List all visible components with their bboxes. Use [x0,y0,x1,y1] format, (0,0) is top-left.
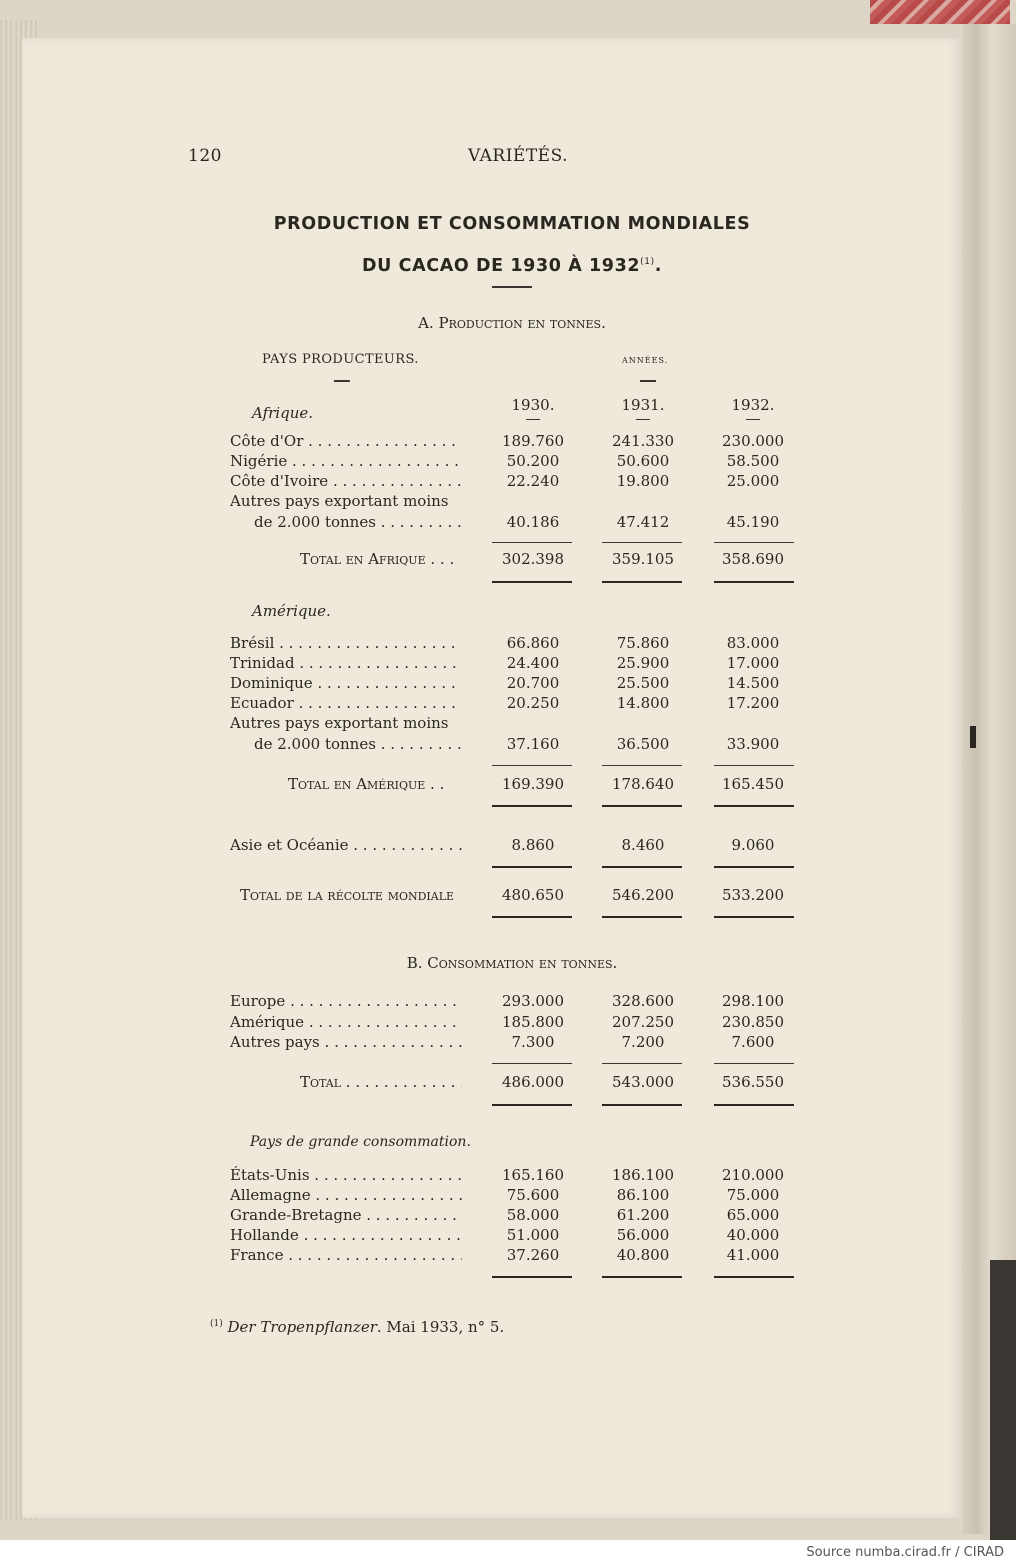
total-rule [602,866,682,868]
consommation-total-cell: 486.000 [501,1073,565,1091]
consommation-total-label: Total . . . [300,1073,462,1091]
table-cell: 17.200 [726,694,780,712]
table-cell: 25.000 [726,472,780,490]
gutter-shadow [990,1260,1016,1540]
table-cell: 207.250 [611,1013,675,1031]
table-row-label: Nigérie . . . [230,452,462,470]
table-row-label: Trinidad . . . [230,654,462,672]
table-cell: 33.900 [726,735,780,753]
table-row-label: Ecuador . . . [230,694,462,712]
total-rule [714,1104,794,1106]
total-rule [492,866,572,868]
table-cell: 37.260 [506,1246,560,1264]
page-tab [970,726,976,748]
years-header: ANNÉES. [622,356,669,365]
total-rule [602,1276,682,1278]
table-cell: 298.100 [721,992,785,1010]
title-footnote-marker: (1) [640,257,655,268]
subtotal-rule [602,1063,682,1064]
world-total-cell: 546.200 [611,886,675,904]
year-dash-1931 [636,419,650,420]
producers-dash [334,380,350,382]
amerique-total-cell: 178.640 [611,775,675,793]
table-cell: 7.600 [731,1033,775,1051]
total-rule [714,805,794,807]
table-cell: 7.200 [621,1033,665,1051]
source-credit: Source numba.cirad.fr / CIRAD [806,1545,1004,1560]
running-head: VARIÉTÉS. [468,146,569,166]
asie-label: Asie et Océanie . . . [230,836,462,854]
afrique-total-label: Total en Afrique . . . [300,550,455,568]
footnote-source: Der Tropenpflanzer [227,1318,377,1336]
page-number: 120 [188,146,222,166]
table-cell: 293.000 [501,992,565,1010]
table-cell: 25.500 [616,674,670,692]
total-rule [714,866,794,868]
asie-cell: 8.860 [511,836,555,854]
footnote [210,1318,504,1336]
subtotal-rule [602,765,682,766]
total-rule [492,1104,572,1106]
table-row-label: Côte d'Or . . . [230,432,462,450]
table-cell: 47.412 [616,513,670,531]
subtotal-rule [492,765,572,766]
table-row-label: États-Unis . . . [230,1166,462,1184]
grande-heading: Pays de grande consommation. [250,1134,471,1150]
bookmark-ribbon [870,0,1010,24]
total-rule [714,581,794,583]
total-rule [714,916,794,918]
subtotal-rule [714,1063,794,1064]
subtotal-rule [714,542,794,543]
amerique-total-cell: 169.390 [501,775,565,793]
total-rule [602,1104,682,1106]
table-cell: 230.000 [721,432,785,450]
footnote-marker: (1) [210,1319,223,1329]
title-line-2-text: DU CACAO DE 1930 À 1932 [362,256,641,276]
year-1932: 1932. [731,396,775,414]
table-cell: 20.250 [506,694,560,712]
table-cell: 65.000 [726,1206,780,1224]
table-cell: 45.190 [726,513,780,531]
section-a-heading: A. Production en tonnes. [418,314,606,332]
afrique-heading: Afrique. [252,404,313,422]
year-dash-1930 [526,419,540,420]
table-cell: 14.800 [616,694,670,712]
table-cell: 75.600 [506,1186,560,1204]
table-cell: 50.600 [616,452,670,470]
total-rule [714,1276,794,1278]
world-total-label: Total de la récolte mondiale [240,886,455,904]
table-cell: 40.000 [726,1226,780,1244]
table-cell: 56.000 [616,1226,670,1244]
subtotal-rule [492,1063,572,1064]
total-rule [492,805,572,807]
table-cell: 40.186 [506,513,560,531]
footnote-rest: . Mai 1933, n° 5. [376,1318,505,1336]
year-1931: 1931. [621,396,665,414]
table-cell: 20.700 [506,674,560,692]
table-cell: 50.200 [506,452,560,470]
table-cell: 75.860 [616,634,670,652]
table-cell: 210.000 [721,1166,785,1184]
total-rule [602,581,682,583]
total-rule [602,805,682,807]
table-cell: 241.330 [611,432,675,450]
afrique-total-cell: 358.690 [721,550,785,568]
table-cell: 185.800 [501,1013,565,1031]
consommation-total-cell: 543.000 [611,1073,675,1091]
table-row-label: Autres pays exportant moins [230,714,449,732]
table-cell: 37.160 [506,735,560,753]
table-row-label: de 2.000 tonnes . . . [254,735,462,753]
total-rule [602,916,682,918]
table-row-label: Hollande . . . [230,1226,462,1244]
section-b-heading: B. Consommation en tonnes. [406,954,618,972]
table-cell: 25.900 [616,654,670,672]
table-cell: 66.860 [506,634,560,652]
table-cell: 230.850 [721,1013,785,1031]
table-cell: 17.000 [726,654,780,672]
years-dash [640,380,656,382]
world-total-cell: 533.200 [721,886,785,904]
table-cell: 189.760 [501,432,565,450]
table-cell: 40.800 [616,1246,670,1264]
afrique-total-cell: 359.105 [611,550,675,568]
asie-cell: 8.460 [621,836,665,854]
table-row-label: Brésil . . . [230,634,462,652]
table-cell: 7.300 [511,1033,555,1051]
year-1930: 1930. [511,396,555,414]
table-row-label: Europe . . . [230,992,462,1010]
subtotal-rule [714,765,794,766]
table-row-label: Allemagne . . . [230,1186,462,1204]
table-row-label: France . . . [230,1246,462,1264]
afrique-total-cell: 302.398 [501,550,565,568]
table-row-label: Dominique . . . [230,674,462,692]
total-rule [492,581,572,583]
amerique-total-label: Total en Amérique . . [288,775,445,793]
table-cell: 51.000 [506,1226,560,1244]
table-row-label: Autres pays . . . [230,1033,462,1051]
table-row-label: Côte d'Ivoire . . . [230,472,462,490]
table-row-label: Amérique . . . [230,1013,462,1031]
total-rule [492,916,572,918]
table-cell: 58.500 [726,452,780,470]
subtotal-rule [602,542,682,543]
table-cell: 186.100 [611,1166,675,1184]
title-divider [492,286,532,288]
table-cell: 14.500 [726,674,780,692]
total-rule [492,1276,572,1278]
table-row-label: Autres pays exportant moins [230,492,449,510]
subtotal-rule [492,542,572,543]
asie-cell: 9.060 [731,836,775,854]
table-cell: 61.200 [616,1206,670,1224]
table-cell: 24.400 [506,654,560,672]
table-row-label: Grande-Bretagne . . . [230,1206,462,1224]
year-dash-1932 [746,419,760,420]
table-cell: 41.000 [726,1246,780,1264]
table-cell: 83.000 [726,634,780,652]
world-total-cell: 480.650 [501,886,565,904]
table-cell: 22.240 [506,472,560,490]
amerique-heading: Amérique. [252,602,331,620]
consommation-total-cell: 536.550 [721,1073,785,1091]
table-cell: 86.100 [616,1186,670,1204]
table-row-label: de 2.000 tonnes . . . [254,513,462,531]
table-cell: 75.000 [726,1186,780,1204]
table-cell: 165.160 [501,1166,565,1184]
title-line-1: PRODUCTION ET CONSOMMATION MONDIALES [273,214,751,234]
title-line-2: DU CACAO DE 1930 À 1932$^{(1)}$. [362,256,662,276]
table-cell: 19.800 [616,472,670,490]
amerique-total-cell: 165.450 [721,775,785,793]
book-page [22,38,962,1518]
table-cell: 328.600 [611,992,675,1010]
table-cell: 36.500 [616,735,670,753]
producers-header: PAYS PRODUCTEURS. [262,352,419,367]
table-cell: 58.000 [506,1206,560,1224]
